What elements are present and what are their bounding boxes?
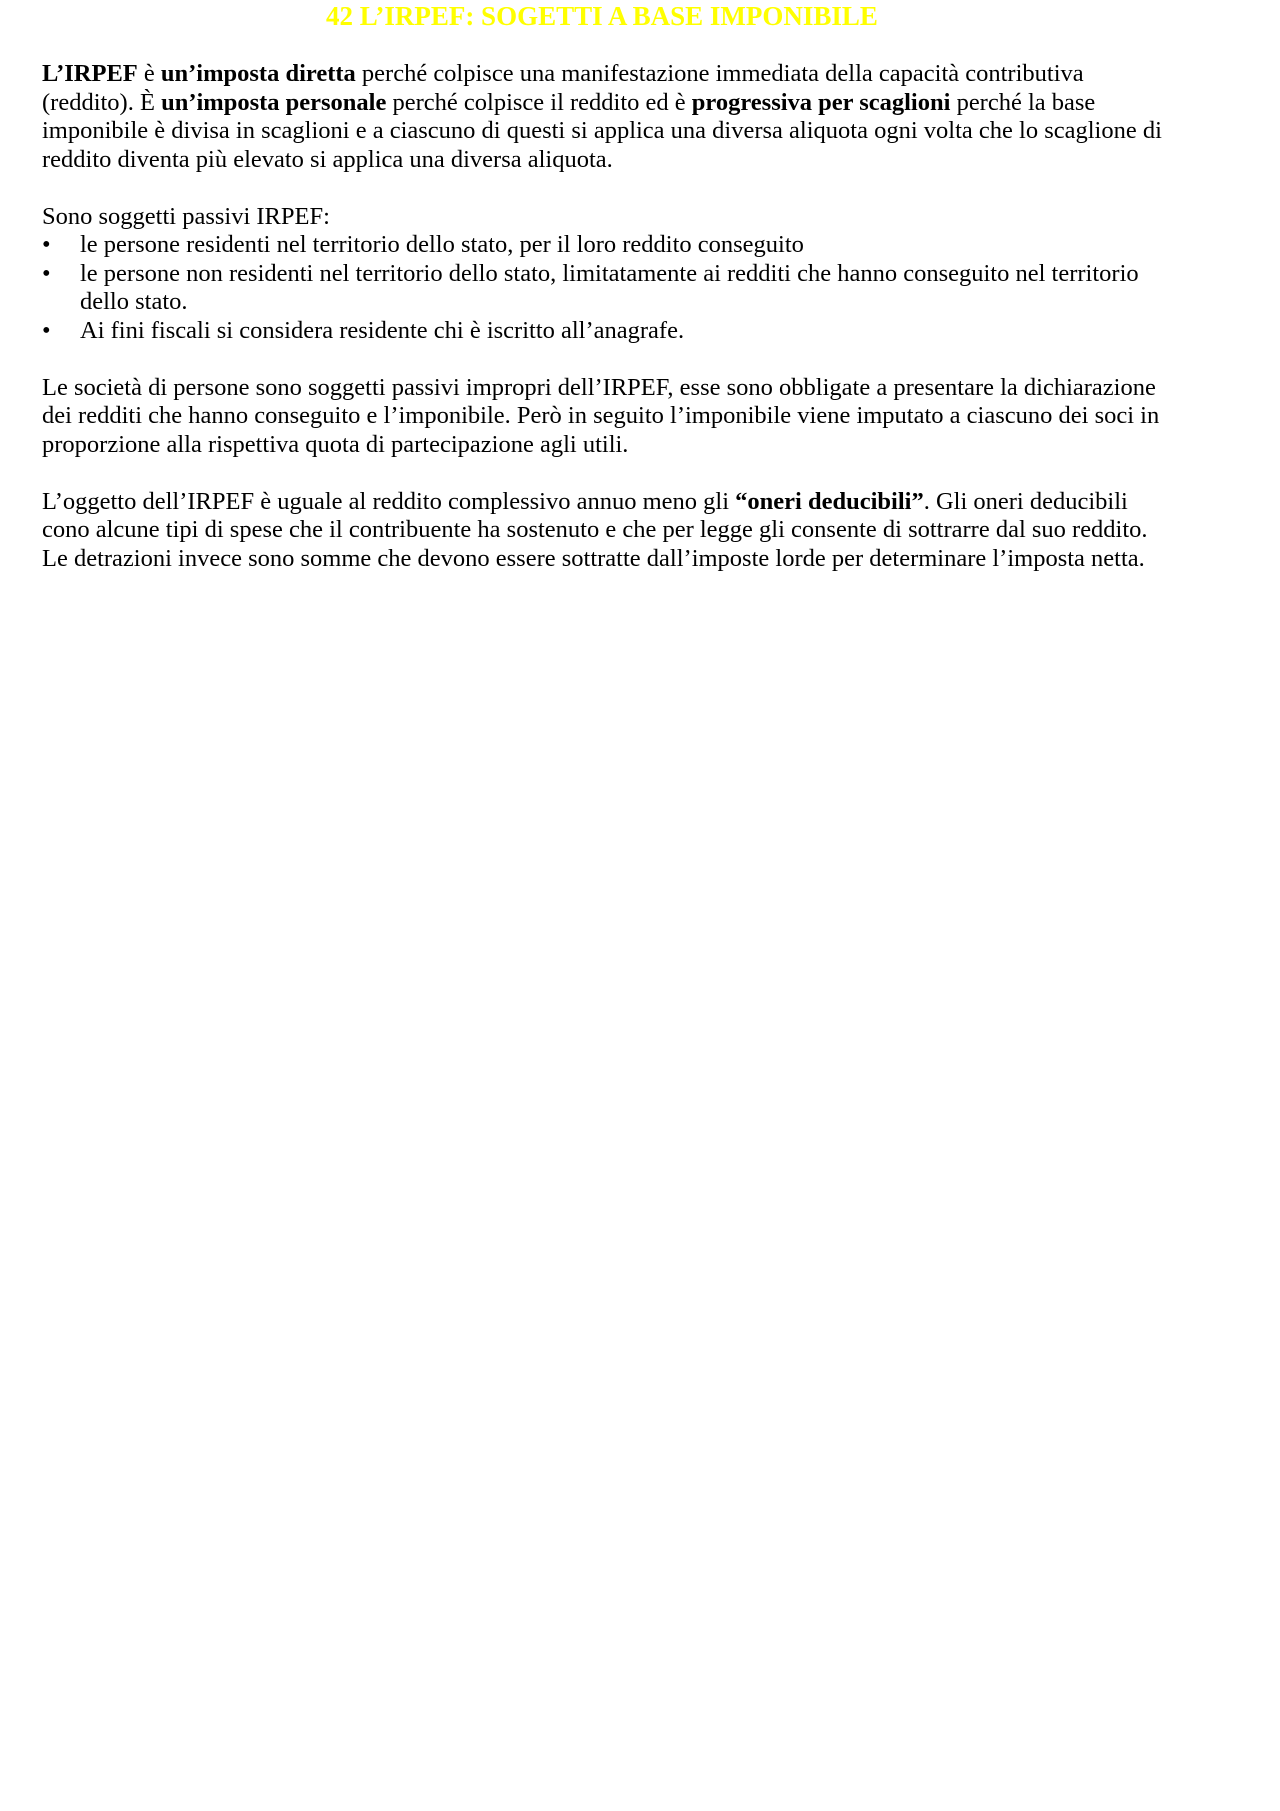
list-item-text: le persone non residenti nel territorio dello stato, limitatamente ai redditi che hanno conseguito nel territorio dello stato. <box>80 259 1139 315</box>
list-item-text: Ai fini fiscali si considera residente chi è iscritto all’anagrafe. <box>80 316 685 344</box>
text-span: è <box>137 60 161 87</box>
list-item <box>42 317 1162 346</box>
bullet-icon: • <box>42 231 51 258</box>
bold-term-irpef: L’IRPEF <box>42 60 138 87</box>
text-span: perché colpisce il reddito ed è <box>386 88 692 116</box>
paragraph-societa-persone: Le società di persone sono soggetti passivi impropri dell’IRPEF, esse sono obbligate a presentare la dichiarazione dei redditi che hanno conseguito e l’imponibile. Però in seguito l’imponibile viene imputato a ciascuno dei soci in proporzione alla rispettiva quota di partecipazione agli utili. <box>42 373 1160 458</box>
bullet-icon: • <box>42 316 51 344</box>
bold-term-progressiva: progressiva per scaglioni <box>691 88 951 116</box>
bold-term-imposta-personale: un’imposta personale <box>161 88 387 116</box>
list-item <box>42 260 1162 317</box>
document-title: 42 L’IRPEF: SOGETTI A BASE IMPONIBILE <box>326 1 878 31</box>
document-page <box>42 0 1162 573</box>
paragraph-oggetto-irpef <box>42 488 1162 574</box>
paragraph-spacer <box>42 459 1162 488</box>
bold-term-imposta-diretta: un’imposta diretta <box>160 60 356 87</box>
paragraph-soggetti-intro: Sono soggetti passivi IRPEF: <box>42 202 330 230</box>
text-span: perché la base imponibile è divisa in scaglioni e a ciascuno di questi si applica una diversa aliquota ogni volta che lo scaglione di reddito diventa più elevato si applica una diversa aliquota. <box>42 88 1162 173</box>
text-span: L’oggetto dell’IRPEF è uguale al reddito complessivo annuo meno gli <box>42 487 736 515</box>
text-span: perché colpisce una manifestazione immediata della capacità contributiva (reddito). È <box>42 60 1084 116</box>
paragraph-spacer <box>42 345 1162 374</box>
text-span: . Gli oneri deducibili cono alcune tipi di spese che il contribuente ha sostenuto e che per legge gli consente di sottrarre dal suo reddito. Le detrazioni invece sono somme che devono essere sottratte dall’imposte lorde per determinare l’imposta netta. <box>42 487 1148 572</box>
bold-term-oneri-deducibili: “oneri deducibili” <box>735 487 924 515</box>
soggetti-list <box>42 231 1162 345</box>
bullet-icon: • <box>42 259 51 287</box>
list-item-text: le persone residenti nel territorio dello stato, per il loro reddito conseguito <box>80 231 804 258</box>
paragraph-spacer <box>42 174 1162 203</box>
paragraph-irpef-definition <box>42 60 1162 174</box>
list-item <box>42 231 1162 260</box>
